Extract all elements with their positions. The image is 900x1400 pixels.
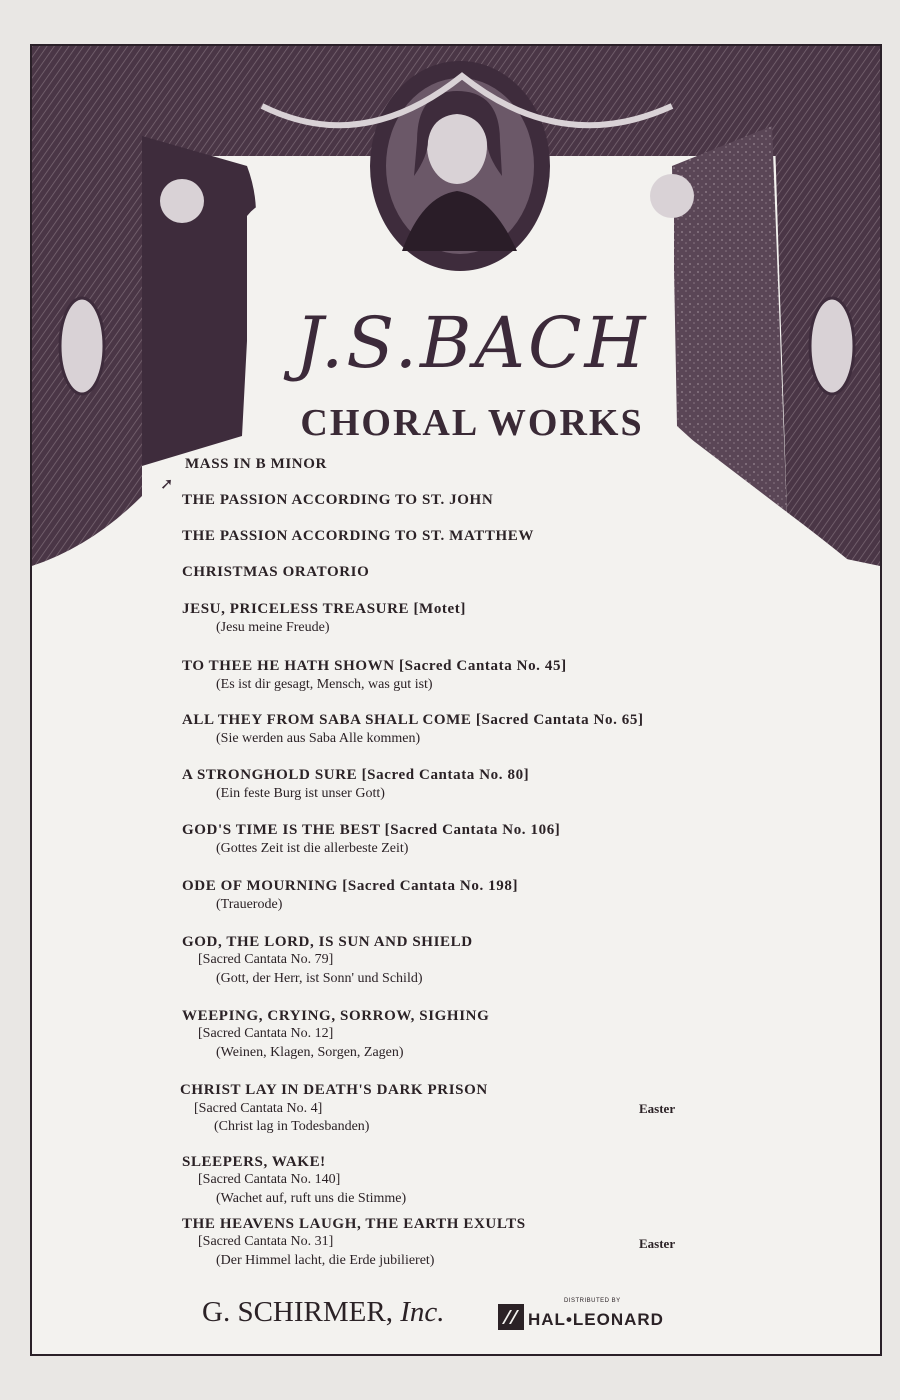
work-title: WEEPING, CRYING, SORROW, SIGHING [182,1008,490,1024]
work-title: MASS IN B MINOR [185,456,327,472]
work-german-title: (Gott, der Herr, ist Sonn' und Schild) [216,971,423,986]
work-title: GOD'S TIME IS THE BEST [Sacred Cantata No. 106] [182,822,561,838]
work-title: JESU, PRICELESS TREASURE [Motet] [182,601,466,617]
cover-page [30,44,882,1356]
hal-leonard-logo-icon [498,1304,524,1330]
work-cantata-number: [Sacred Cantata No. 12] [198,1026,334,1041]
work-title: THE PASSION ACCORDING TO ST. MATTHEW [182,528,534,544]
publisher-label: G. SCHIRMER, [202,1296,393,1328]
work-cantata-number: [Sacred Cantata No. 79] [198,952,334,967]
left-curtain [142,136,256,466]
distributed-by-label: DISTRIBUTED BY [564,1298,621,1304]
work-title: GOD, THE LORD, IS SUN AND SHIELD [182,934,473,950]
work-german-title: (Ein feste Burg ist unser Gott) [216,786,385,801]
work-german-title: (Es ist dir gesagt, Mensch, was gut ist) [216,677,433,692]
work-german-title: (Trauerode) [216,897,283,912]
work-title: SLEEPERS, WAKE! [182,1154,326,1170]
work-title: CHRISTMAS ORATORIO [182,564,370,580]
distributor-name: HAL•LEONARD [528,1310,664,1329]
work-german-title: (Wachet auf, ruft uns die Stimme) [216,1191,407,1206]
work-season-note: Easter [639,1101,676,1116]
collection-subtitle: CHORAL WORKS [300,402,644,444]
work-cantata-number: [Sacred Cantata No. 31] [198,1234,334,1249]
publisher-suffix: Inc. [400,1296,445,1328]
work-title: CHRIST LAY IN DEATH'S DARK PRISON [180,1082,488,1098]
work-german-title: (Christ lag in Todesbanden) [214,1119,370,1134]
cherub-right [650,174,694,218]
violin-right [810,298,854,394]
work-german-title: (Der Himmel lacht, die Erde jubilieret) [216,1253,435,1268]
work-cantata-number: [Sacred Cantata No. 4] [194,1101,323,1116]
work-title: THE PASSION ACCORDING TO ST. JOHN [182,492,494,508]
composer-title: J.S.BACH [295,302,649,384]
work-german-title: (Weinen, Klagen, Sorgen, Zagen) [216,1045,404,1060]
work-cantata-number: [Sacred Cantata No. 140] [198,1172,341,1187]
work-title: ODE OF MOURNING [Sacred Cantata No. 198] [182,878,519,894]
work-title: A STRONGHOLD SURE [Sacred Cantata No. 80] [182,767,530,783]
work-german-title: (Jesu meine Freude) [216,620,330,635]
work-german-title: (Sie werden aus Saba Alle kommen) [216,731,421,746]
publisher-name [202,1296,444,1329]
work-title: ALL THEY FROM SABA SHALL COME [Sacred Cantata No. 65] [182,712,644,728]
work-season-note: Easter [639,1236,676,1251]
distributor-block [498,1298,708,1334]
violin-left [60,298,104,394]
work-german-title: (Gottes Zeit ist die allerbeste Zeit) [216,841,409,856]
work-title: TO THEE HE HATH SHOWN [Sacred Cantata No. 45] [182,658,567,674]
work-title: THE HEAVENS LAUGH, THE EARTH EXULTS [182,1216,526,1232]
arrow-icon: ➚ [160,474,174,493]
cherub-left [160,179,204,223]
